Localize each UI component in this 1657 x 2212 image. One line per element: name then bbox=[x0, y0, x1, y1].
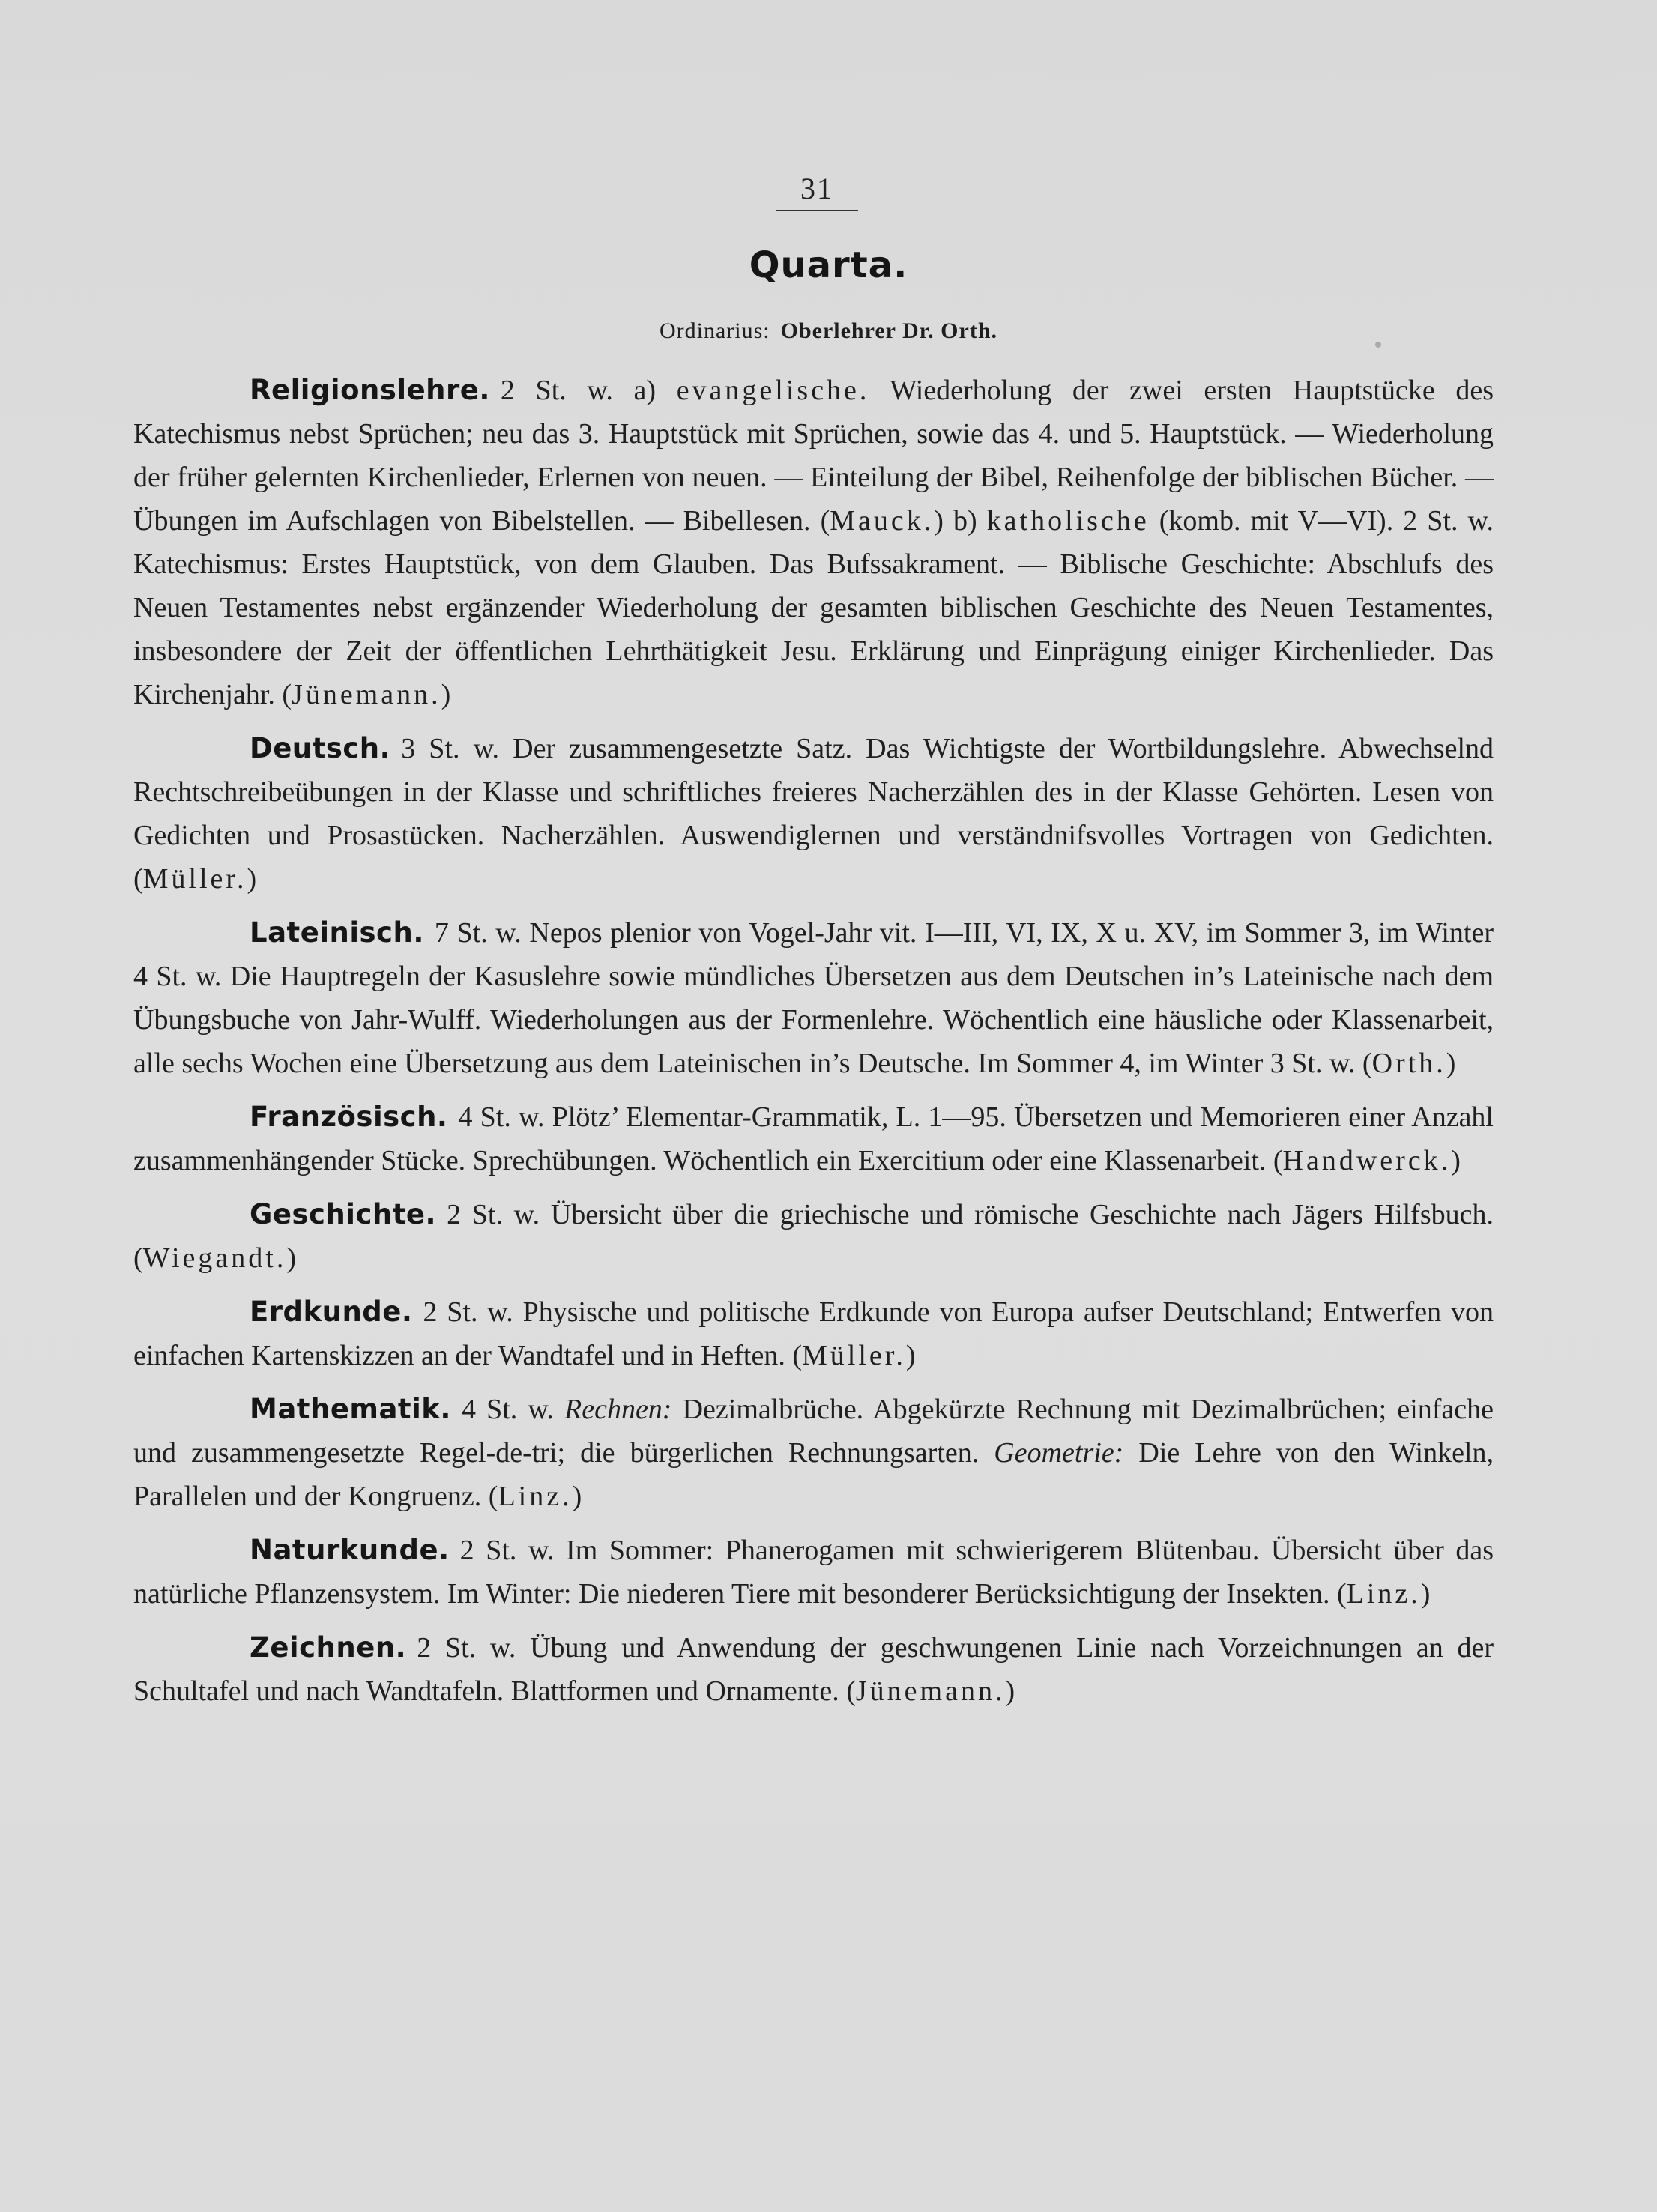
subject-section bbox=[133, 1388, 1494, 1518]
subject-section bbox=[133, 1096, 1494, 1182]
subject-section bbox=[133, 1193, 1494, 1280]
spaced-emphasis: Orth. bbox=[1371, 1048, 1446, 1079]
text-segment: ) bbox=[441, 679, 451, 710]
page-number-underline bbox=[776, 210, 858, 211]
spaced-emphasis: Mauck. bbox=[830, 505, 935, 537]
weekly-hours: 3 St. w. bbox=[401, 733, 500, 764]
subject-heading: Französisch. bbox=[250, 1101, 448, 1133]
page-title: Quarta. bbox=[749, 244, 908, 286]
text-segment: Physische und politische Erdkunde von Europa aufser Deutschland; Entwerfen von einfachen Kartenskizzen an der Wandtafel und in Heften. ( bbox=[133, 1296, 1494, 1371]
ordinarius-line bbox=[0, 318, 1657, 344]
weekly-hours: 7 St. w. bbox=[434, 917, 522, 949]
subject-heading: Geschichte. bbox=[250, 1198, 437, 1230]
text-segment: Übersicht über die griechische und römische Geschichte nach Jägers Hilfsbuch. ( bbox=[133, 1199, 1494, 1274]
italic-subheading: Rechnen: bbox=[564, 1394, 672, 1425]
weekly-hours: 2 St. w. bbox=[500, 375, 613, 406]
subject-heading: Naturkunde. bbox=[250, 1534, 450, 1566]
spaced-emphasis: evangelische. bbox=[676, 375, 870, 406]
text-segment: ) bbox=[572, 1481, 582, 1512]
spaced-emphasis: Linz. bbox=[498, 1481, 573, 1512]
subject-heading: Mathematik. bbox=[250, 1393, 451, 1425]
text-segment: ) bbox=[1446, 1048, 1456, 1079]
weekly-hours: 4 St. w. bbox=[458, 1102, 545, 1133]
text-segment: ) bbox=[247, 863, 257, 895]
text-segment: Die Lehre von den Winkeln, Parallelen und der Kongruenz. ( bbox=[133, 1437, 1494, 1512]
weekly-hours: 4 St. w. bbox=[461, 1394, 554, 1425]
subject-heading: Religionslehre. bbox=[250, 374, 490, 406]
text-segment: a) bbox=[612, 375, 677, 406]
text-segment: Plötz’ Elementar-Grammatik, L. 1—95. Übersetzen und Memorieren einer Anzahl zusammenhängender Stücke. Sprechübungen. Wöchentlich ein Exercitium oder eine Klassenarbeit. ( bbox=[133, 1102, 1494, 1176]
text-segment: Übung und Anwendung der geschwungenen Linie nach Vorzeichnungen an der Schultafel und nach Wandtafeln. Blattformen und Ornamente. ( bbox=[133, 1632, 1494, 1707]
subject-heading: Zeichnen. bbox=[250, 1631, 407, 1663]
spaced-emphasis: Jünemann. bbox=[292, 679, 441, 710]
text-segment: (komb. mit V—VI). 2 St. w. Katechismus: Erstes Hauptstück, von dem Glauben. Das Bufssakrament. — Biblische Geschichte: Abschlufs des Neuen Testamentes nebst ergänzender Wiederholung der gesamten biblischen Geschichte des Neuen Testamentes, insbesondere der Zeit der öffentlichen Lehrthätigkeit Jesu. Erklärung und Einprägung einiger Kirchenlieder. Das Kirchenjahr. ( bbox=[133, 505, 1494, 710]
text-segment: ) bbox=[1420, 1578, 1431, 1610]
text-segment: ) b) bbox=[934, 505, 987, 537]
print-smudge bbox=[1375, 342, 1381, 348]
ordinarius-name: Oberlehrer Dr. Orth. bbox=[780, 318, 998, 343]
ordinarius-label: Ordinarius: bbox=[659, 318, 770, 343]
italic-subheading: Geometrie: bbox=[994, 1437, 1124, 1469]
text-segment: ) bbox=[905, 1340, 916, 1371]
subject-heading: Erdkunde. bbox=[250, 1296, 413, 1328]
subject-heading: Lateinisch. bbox=[250, 916, 424, 949]
text-segment: Dezimalbrüche. Abgekürzte Rechnung mit Dezimalbrüchen; einfache und zusammengesetzte Regel-de-tri; die bürgerlichen Rechnungsarten. bbox=[133, 1394, 1494, 1469]
weekly-hours: 2 St. w. bbox=[423, 1296, 513, 1328]
text-segment bbox=[554, 1394, 564, 1425]
weekly-hours: 2 St. w. bbox=[459, 1535, 555, 1566]
text-segment: ) bbox=[286, 1242, 297, 1274]
text-segment: Der zusammengesetzte Satz. Das Wichtigste der Wortbildungslehre. Abwechselnd Rechtschreibeübungen in der Klasse und schriftliches freieres Nacherzählen des in der Klasse Gehörten. Lesen von Gedichten und Prosastücken. Nacherzählen. Auswendiglernen und verständnifsvolles Vortragen von Gedichten. ( bbox=[133, 733, 1494, 895]
subject-section bbox=[133, 911, 1494, 1085]
subject-heading: Deutsch. bbox=[250, 732, 391, 764]
spaced-emphasis: Wiegandt. bbox=[142, 1242, 287, 1274]
text-segment: ) bbox=[1005, 1675, 1015, 1707]
subject-section bbox=[133, 727, 1494, 901]
page-number: 31 bbox=[800, 172, 833, 205]
spaced-emphasis: Jünemann. bbox=[855, 1675, 1006, 1707]
spaced-emphasis: Müller. bbox=[142, 863, 247, 895]
subject-section bbox=[133, 1529, 1494, 1616]
spaced-emphasis: katholische bbox=[986, 505, 1150, 537]
subject-section bbox=[133, 1290, 1494, 1377]
weekly-hours: 2 St. w. bbox=[417, 1632, 516, 1663]
subject-section bbox=[133, 1626, 1494, 1713]
spaced-emphasis: Müller. bbox=[802, 1340, 906, 1371]
weekly-hours: 2 St. w. bbox=[447, 1199, 540, 1230]
text-segment: ) bbox=[1451, 1145, 1461, 1176]
text-segment: Nepos plenior von Vogel-Jahr vit. I—III, VI, IX, X u. XV, im Sommer 3, im Winter 4 St. w. Die Hauptregeln der Kasuslehre sowie mündliches Übersetzen aus dem Deutschen in’s Lateinische nach dem Übungsbuche von Jahr-Wulff. Wiederholungen aus der Formenlehre. Wöchentlich eine häusliche oder Klassenarbeit, alle sechs Wochen eine Übersetzung aus dem Lateinischen in’s Deutsche. Im Sommer 4, im Winter 3 St. w. ( bbox=[133, 917, 1494, 1079]
text-segment: Wiederholung der zwei ersten Hauptstücke des Katechismus nebst Sprüchen; neu das 3. Hauptstück mit Sprüchen, sowie das 4. und 5. Hauptstück. — Wiederholung der früher gelernten Kirchenlieder, Erlernen von neuen. — Einteilung der Bibel, Reihenfolge der biblischen Bücher. — Übungen im Aufschlagen von Bibelstellen. — Bibellesen. ( bbox=[133, 375, 1494, 537]
spaced-emphasis: Linz. bbox=[1346, 1578, 1421, 1610]
curriculum-body bbox=[133, 369, 1494, 1723]
subject-section bbox=[133, 369, 1494, 716]
text-segment: Im Sommer: Phanerogamen mit schwierigerem Blütenbau. Übersicht über das natürliche Pflanzensystem. Im Winter: Die niederen Tiere mit besonderer Berücksichtigung der Insekten. ( bbox=[133, 1535, 1494, 1610]
spaced-emphasis: Handwerck. bbox=[1282, 1145, 1452, 1176]
